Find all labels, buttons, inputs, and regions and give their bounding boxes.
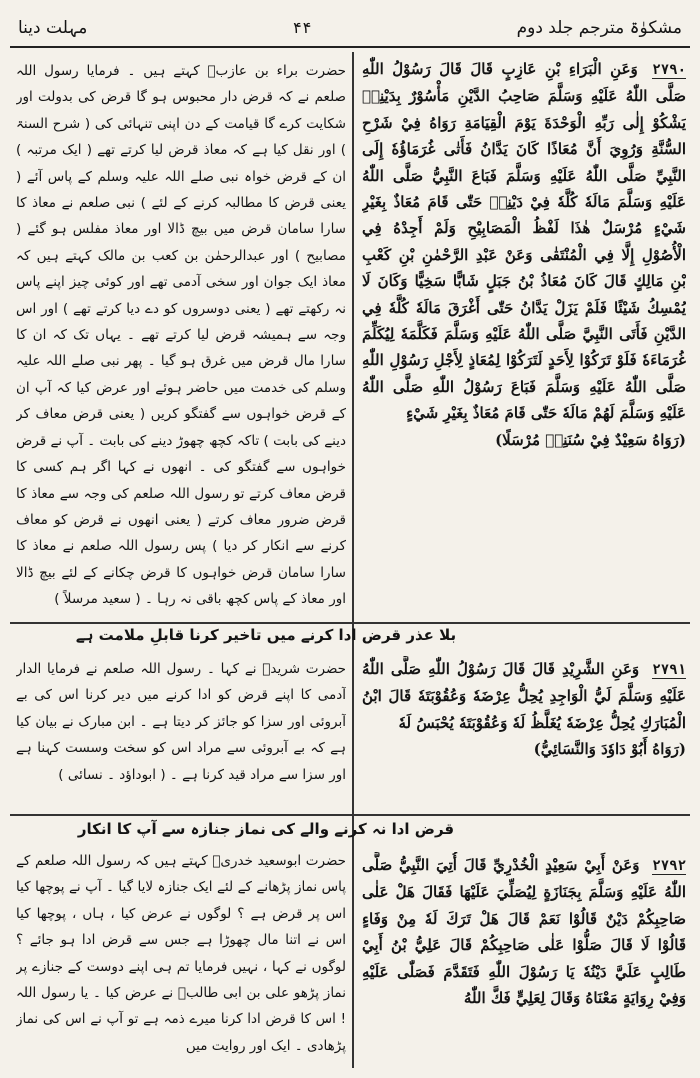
urdu-text: حضرت شریدؓ نے کہا ۔ رسول اللہ صلعم نے فرمایا الدار آدمی کا اپنے قرض کو ادا کرنے میں دیر کرنا اس کی بے آبروئی اور سزا کو جائز کر دیتا ہے ۔ ابن مبارک نے بیان کیا ہے کہ بے آبروئی سے مراد اس کو سخت وسست کہنا ہے اور سزا سے مراد قید کرنا ہے ۔ ( ابوداؤد ۔ نسائی ) <box>16 661 346 783</box>
section-divider <box>10 814 690 816</box>
column-divider <box>352 52 354 1068</box>
hadith-number: ۲۷۹۲ <box>652 858 686 874</box>
section-divider <box>10 622 690 624</box>
hadith-number: ۲۷۹۰ <box>652 62 686 78</box>
hadith-source: (رَوَاهُ أَبُوْ دَاوٗدَ وَالنَّسَائِيُّ) <box>533 740 686 759</box>
page-header <box>10 8 690 48</box>
urdu-text: حضرت براء بن عازبؓ کہتے ہیں ۔ فرمایا رسول اللہ صلعم نے کہ قرض دار محبوس ہو گا قرض کی بدولت اور شکایت کرے گا قیامت کے دن اپنی تنہائی کی ( شرح السنۃ ) اور نقل کیا ہے کہ معاذ قرض لیا کرتے تھے ( ایک مرتبہ ) ان کے قرض خواہ نبی صلے اللہ علیہ وسلم کے پاس آئے ( یعنی قرض کا مطالبہ کرنے کے لئے ) نبی صلعم نے معاذ کا سارا سامان قرض میں بیچ ڈالا اور معاذ مفلس ہو گئے ( مصابیح ) اور عبدالرحمٰن بن کعب بن مالک کہتے ہیں کہ معاذ ایک جوان اور سخی آدمی تھے اور کوئی چیز اپنے پاس نہ رکھتے تھے ( یعنی دوسروں کو دے دیا کرتے تھے ) اور اس وجہ سے ہمیشہ قرض لیا کرتے تھے ۔ یہاں تک کہ ان کا سارا مال قرض میں غرق ہو گیا ۔ پھر نبی صلے اللہ علیہ وسلم کی خدمت میں حاضر ہوئے اور عرض کیا کہ آپ ان کے قرض خواہوں سے گفتگو کریں ( یعنی قرض معاف کر دینے کی بابت ) تاکہ کچھ چھوڑ دینے کی بابت ۔ آپ نے قرض خواہوں سے گفتگو کی ۔ انھوں نے کہا اگر ہم کسی کا قرض معاف کرتے تو رسول اللہ صلعم کی وجہ سے معاذ کا قرض ضرور معاف کرتے ( یعنی انھوں نے قرض کو معاف کرنے سے انکار کر دیا ) پس رسول اللہ صلعم نے معاذ کا سارا سامان قرض خواہوں کا قرض چکانے کے لئے بیچ ڈالا اور معاذ کے پاس کچھ باقی نہ رہا ۔ ( سعید مرسلاً ) <box>16 63 346 608</box>
arabic-text: وَعَنِ الشَّرِيْدِ قَالَ قَالَ رَسُوْلُ اللّٰهِ صَلَّى اللّٰهُ عَلَيْهِ وَسَلَّمَ لَيُّ الْوَاجِدِ يُحِلُّ عِرْضَهٗ وَعُقُوْبَتَهٗ قَالَ ابْنُ الْمُبَارَكِ يُحِلُّ عِرْضَهٗ يُغَلَّظُ لَهٗ وَعُقُوْبَتَهٗ يُحْبَسُ لَهٗ <box>362 660 686 732</box>
section-title: قرض ادا نہ کرنے والے کی نماز جنازہ سے آپ کا انکار <box>77 820 455 838</box>
book-title: مشکوٰۃ مترجم جلد دوم <box>516 17 682 38</box>
hadith-number: ۲۷۹۱ <box>652 662 686 678</box>
hadith-urdu-translation <box>16 58 346 618</box>
book-page <box>10 8 690 1070</box>
urdu-text: حضرت ابوسعید خدریؓ کہتے ہیں کہ رسول اللہ صلعم کے پاس نماز پڑھانے کے لئے ایک جنازہ لایا گیا ۔ آپ نے پوچھا کیا اس پر قرض ہے ؟ لوگوں نے عرض کیا ، ہاں ، پوچھا کیا اس نے اتنا مال چھوڑا ہے جس سے قرض ادا ہو جائے ؟ لوگوں نے کہا ، نہیں فرمایا تم ہی اپنے دوست کے جنازے پر نماز پڑھو علی بن ابی طالبؓ نے عرض کیا ۔ یا رسول اللہ ! اس کا قرض ادا کرنا میرے ذمہ ہے تو آپ نے اس کی نماز پڑھادی ۔ ایک اور روایت میں <box>16 853 346 1054</box>
section-title: بلا عذر قرض ادا کرنے میں تاخیر کرنا قابلِ ملامت ہے <box>75 626 457 644</box>
arabic-text: وَعَنْ أَبِيْ سَعِيْدٍ الْخُدْرِيِّ قَالَ أُتِيَ النَّبِيُّ صَلَّى اللّٰهُ عَلَيْهِ وَسَلَّمَ بِجَنَازَةٍ لِيُصَلِّيَ عَلَيْهَا فَقَالَ هَلْ عَلٰى صَاحِبِكُمْ دَيْنٌ قَالُوْا نَعَمْ قَالَ هَلْ تَرَكَ لَهٗ مِنْ وَفَاءٍ قَالُوْا لَا قَالَ صَلُّوْا عَلٰى صَاحِبِكُمْ قَالَ عَلِيُّ بْنُ أَبِيْ طَالِبٍ عَلَيَّ دَيْنُهٗ يَا رَسُوْلَ اللّٰهِ فَتَقَدَّمَ فَصَلّٰى عَلَيْهِ وَفِيْ رِوَايَةٍ مَعْنَاهُ وَقَالَ لِعَلِيٍّ فَكَّ اللّٰهُ <box>362 856 686 1008</box>
hadith-urdu-translation <box>16 656 346 806</box>
page-number: ۴۴ <box>292 17 312 37</box>
hadith-urdu-translation <box>16 848 346 1066</box>
hadith-arabic-text <box>362 852 686 1066</box>
arabic-text: وَعَنِ الْبَرَاءِ بْنِ عَازِبٍ قَالَ قَالَ رَسُوْلُ اللّٰهِ صَلَّى اللّٰهُ عَلَيْهِ وَسَلَّمَ صَاحِبُ الدَّيْنِ مَأْسُوْرٌ بِدَيْنِهٖ يَشْكُوْ إِلٰى رَبِّهِ الْوَحْدَةَ يَوْمَ الْقِيَامَةِ رَوَاهُ فِيْ شَرْحِ السُّنَّةِ وَرُوِيَ أَنَّ مُعَاذًا كَانَ يَدَّانُ فَأَتٰى غُرَمَاؤُهٗ إِلَى النَّبِيِّ صَلَّى اللّٰهُ عَلَيْهِ وَسَلَّمَ فَبَاعَ النَّبِيُّ صَلَّى اللّٰهُ عَلَيْهِ وَسَلَّمَ مَالَهٗ كُلَّهٗ فِيْ دَيْنِهٖ حَتّٰى قَامَ مُعَاذٌ بِغَيْرِ شَيْءٍ مُرْسَلٌ هٰذَا لَفْظُ الْمَصَابِيْحِ وَلَمْ أَجِدْهُ فِي الْأُصُوْلِ إِلَّا فِي الْمُنْتَقٰى وَعَنْ عَبْدِ الرَّحْمٰنِ بْنِ كَعْبِ بْنِ مَالِكٍ قَالَ كَانَ مُعَاذُ بْنُ جَبَلٍ شَابًّا سَخِيًّا وَكَانَ لَا يُمْسِكُ شَيْئًا فَلَمْ يَزَلْ يَدَّانُ حَتّٰى أَغْرَقَ مَالَهٗ كُلَّهٗ فِي الدَّيْنِ فَأَتَى النَّبِيَّ صَلَّى اللّٰهُ عَلَيْهِ وَسَلَّمَ فَكَلَّمَهٗ لِيُكَلِّمَ غُرَمَاءَهٗ فَلَوْ تَرَكُوْا لِأَحَدٍ لَتَرَكُوْا لِمُعَاذٍ لِأَجْلِ رَسُوْلِ اللّٰهِ صَلَّى اللّٰهُ عَلَيْهِ وَسَلَّمَ فَبَاعَ رَسُوْلُ اللّٰهِ صَلَّى اللّٰهُ عَلَيْهِ وَسَلَّمَ لَهُمْ مَالَهٗ حَتّٰى قَامَ مُعَاذٌ بِغَيْرِ شَيْءٍ <box>362 60 686 423</box>
hadith-arabic-text <box>362 56 686 594</box>
chapter-title: مہلت دینا <box>18 17 88 38</box>
hadith-source: (رَوَاهُ سَعِيْدٌ فِيْ سُنَنِهٖ مُرْسَلًا) <box>495 430 686 449</box>
hadith-arabic-text <box>362 656 686 804</box>
